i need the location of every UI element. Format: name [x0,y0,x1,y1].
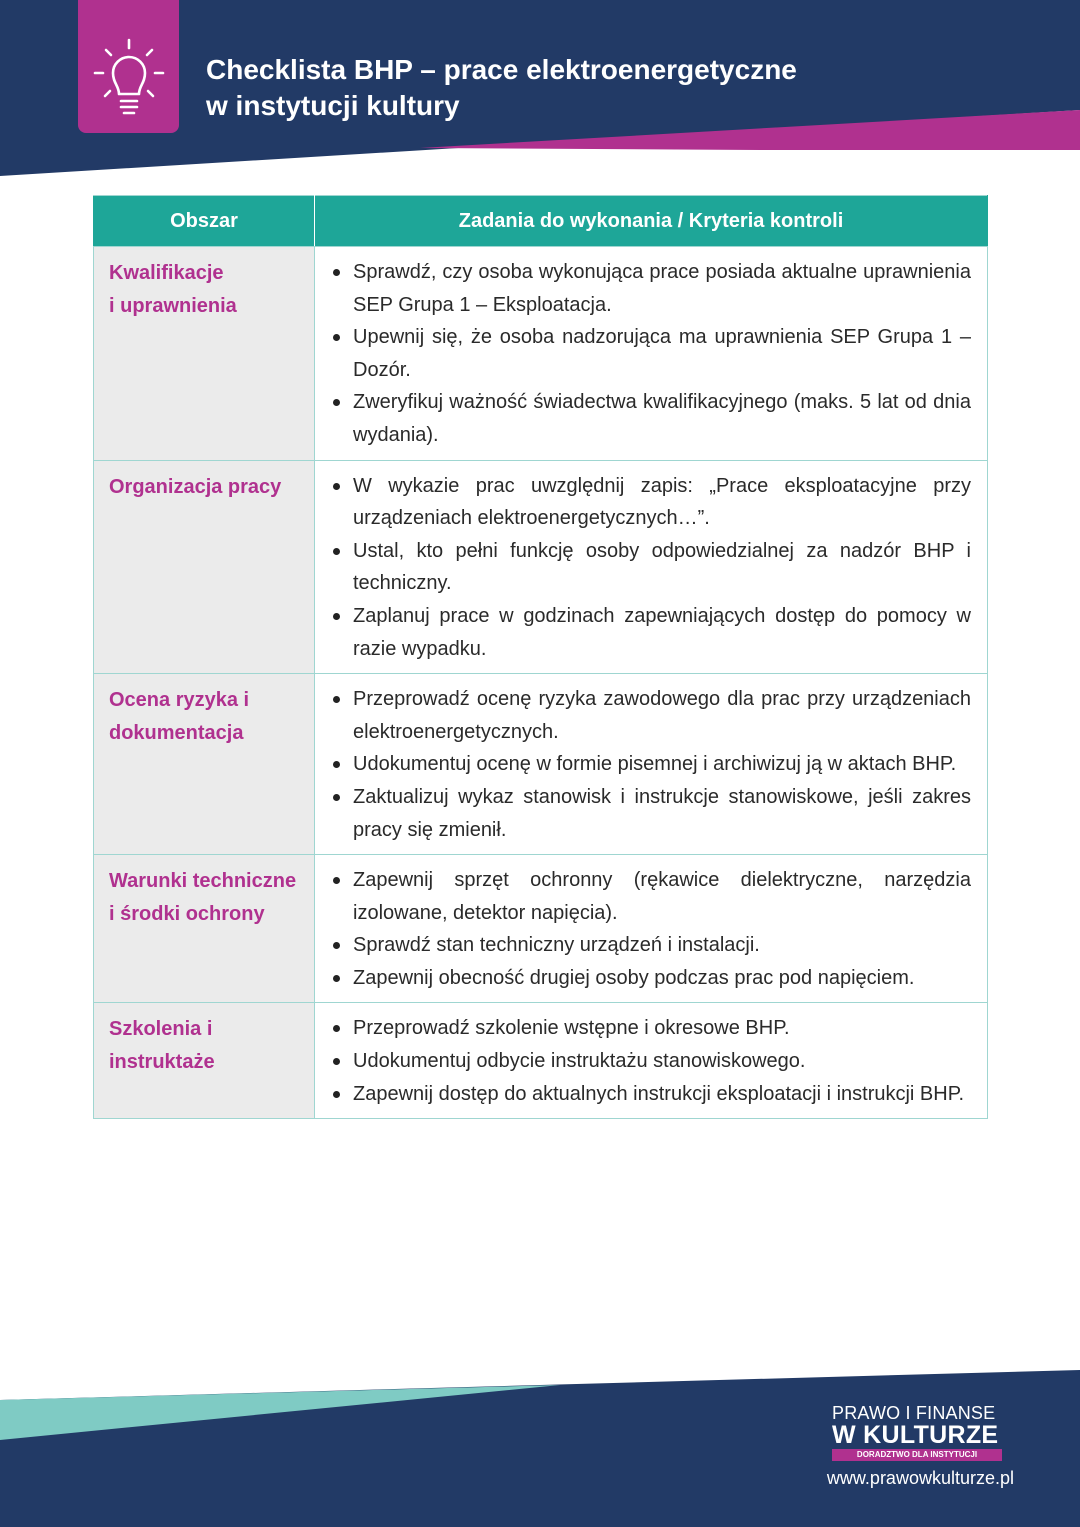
website-link[interactable]: www.prawowkulturze.pl [826,1468,1014,1488]
logo-line2: W KULTURZE [832,1421,999,1449]
brand-logo [832,1404,1004,1461]
task-item: Udokumentuj ocenę w formie pisemnej i archiwizuj ją w aktach BHP. [331,748,971,781]
column-header-tasks: Zadania do wykonania / Kryteria kontroli [315,196,988,247]
table-header-row [94,196,988,247]
checklist-table [93,195,988,1119]
header-icon-box [78,0,179,133]
task-list [331,256,971,452]
tasks-cell [315,247,988,461]
column-header-area: Obszar [94,196,315,247]
task-item: Sprawdź stan techniczny urządzeń i instalacji. [331,929,971,962]
tasks-cell [315,1003,988,1119]
task-item: Przeprowadź ocenę ryzyka zawodowego dla prac przy urządzeniach elektroenergetycznych. [331,683,971,748]
page-title-line1: Checklista BHP – prace elektroenergetyczne [206,54,797,85]
table-row [94,1003,988,1119]
task-item: W wykazie prac uwzględnij zapis: „Prace eksploatacyjne przy urządzeniach elektroenergetycznych…”. [331,470,971,535]
task-item: Zweryfikuj ważność świadectwa kwalifikacyjnego (maks. 5 lat od dnia wydania). [331,386,971,451]
task-item: Zapewnij dostęp do aktualnych instrukcji eksploatacji i instrukcji BHP. [331,1078,971,1111]
logo-line3: DORADZTWO DLA INSTYTUCJI [832,1449,1002,1461]
area-cell: Warunki techniczne i środki ochrony [94,855,315,1003]
task-item: Zapewnij sprzęt ochronny (rękawice dielektryczne, narzędzia izolowane, detektor napięcia). [331,864,971,929]
task-item: Zaktualizuj wykaz stanowisk i instrukcje stanowiskowe, jeśli zakres pracy się zmienił. [331,781,971,846]
task-item: Sprawdź, czy osoba wykonująca prace posiada aktualne uprawnienia SEP Grupa 1 – Eksploatacja. [331,256,971,321]
page-title [206,52,906,124]
page-title-line2: w instytucji kultury [206,90,460,121]
tasks-cell [315,674,988,855]
task-list [331,683,971,846]
area-cell: Kwalifikacje i uprawnienia [94,247,315,461]
task-item: Zaplanuj prace w godzinach zapewniających dostęp do pomocy w razie wypadku. [331,600,971,665]
table-row [94,247,988,461]
tasks-cell [315,855,988,1003]
task-list [331,864,971,994]
task-item: Ustal, kto pełni funkcję osoby odpowiedzialnej za nadzór BHP i techniczny. [331,535,971,600]
tasks-cell [315,460,988,674]
logo-line1: PRAWO I FINANSE [832,1403,996,1423]
table-row [94,855,988,1003]
area-cell: Organizacja pracy [94,460,315,674]
lightbulb-icon [92,36,166,118]
task-list [331,1012,971,1110]
task-item: Przeprowadź szkolenie wstępne i okresowe BHP. [331,1012,971,1045]
task-list [331,470,971,666]
table-row [94,460,988,674]
task-item: Udokumentuj odbycie instruktażu stanowiskowego. [331,1045,971,1078]
table-row [94,674,988,855]
area-cell: Szkolenia i instruktaże [94,1003,315,1119]
area-cell: Ocena ryzyka i dokumentacja [94,674,315,855]
task-item: Upewnij się, że osoba nadzorująca ma uprawnienia SEP Grupa 1 – Dozór. [331,321,971,386]
task-item: Zapewnij obecność drugiej osoby podczas prac pod napięciem. [331,962,971,995]
